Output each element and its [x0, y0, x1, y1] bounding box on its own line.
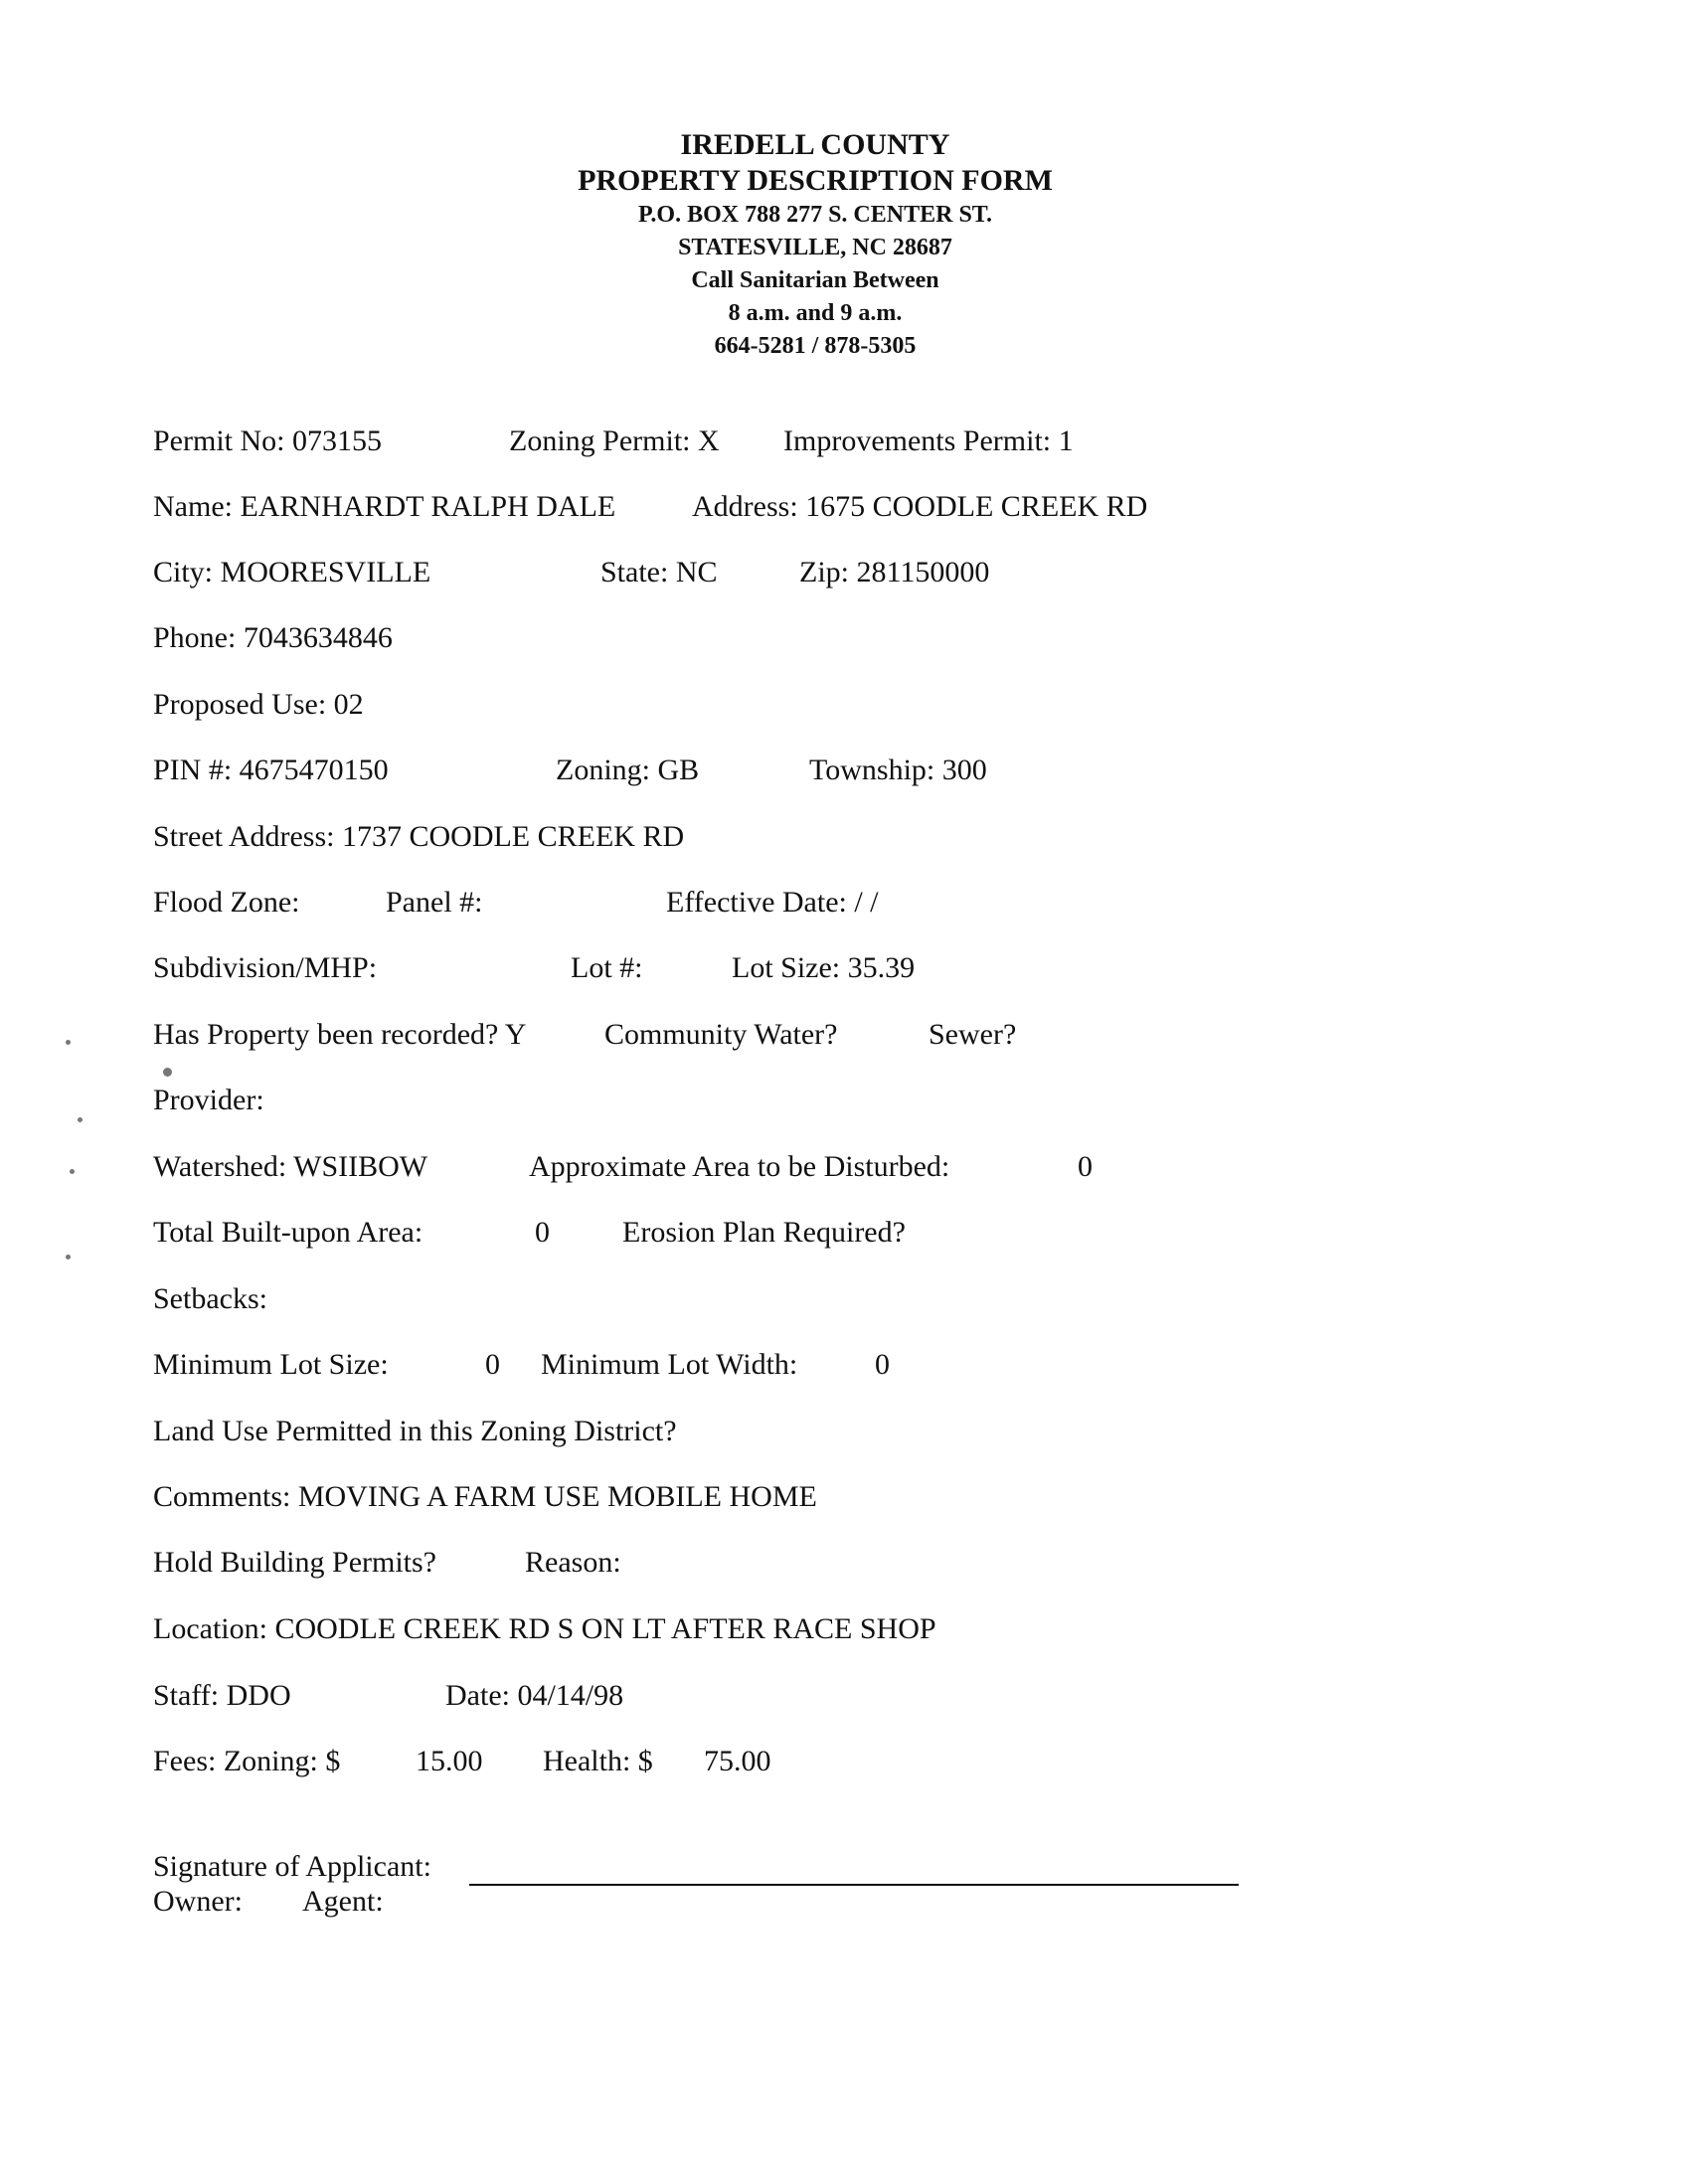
permit-no: Permit No: 073155 [153, 424, 382, 457]
signature-line [469, 1884, 1239, 1886]
watershed: Watershed: WSIIBOW [153, 1150, 428, 1183]
area-disturbed-value: 0 [1078, 1150, 1093, 1183]
fees-health-label: Health: $ [543, 1745, 653, 1777]
office-phones: 664-5281 / 878-5305 [714, 333, 917, 359]
land-use-permitted: Land Use Permitted in this Zoning District? [153, 1415, 677, 1447]
signature-label: Signature of Applicant: [153, 1850, 431, 1883]
sewer: Sewer? [929, 1018, 1017, 1051]
scan-speck [78, 1117, 83, 1122]
min-lot-size-value: 0 [485, 1348, 500, 1381]
fees-health-value: 75.00 [704, 1745, 771, 1777]
reason: Reason: [525, 1546, 621, 1579]
fees-zoning-value: 15.00 [416, 1745, 483, 1777]
lot-size: Lot Size: 35.39 [732, 951, 916, 984]
built-upon-label: Total Built-upon Area: [153, 1216, 424, 1249]
phone: Phone: 7043634846 [153, 621, 393, 654]
office-address: P.O. BOX 788 277 S. CENTER ST. [637, 202, 993, 228]
provider: Provider: [153, 1084, 264, 1116]
state: State: NC [600, 556, 718, 588]
panel-no: Panel #: [386, 886, 483, 919]
property-recorded: Has Property been recorded? Y [153, 1018, 527, 1051]
comments: Comments: MOVING A FARM USE MOBILE HOME [153, 1480, 817, 1513]
scan-speck [163, 1068, 172, 1077]
form-header [0, 127, 1630, 363]
applicant-address: Address: 1675 COODLE CREEK RD [692, 490, 1148, 523]
proposed-use: Proposed Use: 02 [153, 688, 364, 721]
subdivision: Subdivision/MHP: [153, 951, 378, 984]
staff: Staff: DDO [153, 1679, 291, 1712]
min-lot-size-label: Minimum Lot Size: [153, 1348, 389, 1381]
flood-zone: Flood Zone: [153, 886, 300, 919]
city: City: MOORESVILLE [153, 556, 431, 588]
location: Location: COODLE CREEK RD S ON LT AFTER RACE SHOP [153, 1612, 936, 1645]
call-instruction: Call Sanitarian Between [691, 267, 939, 293]
scan-speck [70, 1169, 75, 1174]
date: Date: 04/14/98 [445, 1679, 624, 1712]
min-lot-width-value: 0 [875, 1348, 890, 1381]
lot-no: Lot #: [571, 951, 643, 984]
street-address: Street Address: 1737 COODLE CREEK RD [153, 820, 685, 853]
agent-label: Agent: [302, 1885, 384, 1918]
form-title: PROPERTY DESCRIPTION FORM [578, 164, 1053, 197]
setbacks: Setbacks: [153, 1282, 267, 1315]
applicant-name: Name: EARNHARDT RALPH DALE [153, 490, 616, 523]
hold-building-permits: Hold Building Permits? [153, 1546, 436, 1579]
scan-speck [66, 1040, 71, 1045]
county-title: IREDELL COUNTY [680, 128, 950, 161]
community-water: Community Water? [604, 1018, 838, 1051]
built-upon-value: 0 [535, 1216, 550, 1249]
call-hours: 8 a.m. and 9 a.m. [728, 300, 903, 326]
scan-speck [66, 1255, 71, 1260]
fees-zoning-label: Fees: Zoning: $ [153, 1745, 341, 1777]
improvements-permit: Improvements Permit: 1 [783, 424, 1074, 457]
min-lot-width-label: Minimum Lot Width: [541, 1348, 798, 1381]
effective-date: Effective Date: / / [666, 886, 879, 919]
zip: Zip: 281150000 [799, 556, 990, 588]
office-city: STATESVILLE, NC 28687 [678, 235, 952, 260]
erosion-plan: Erosion Plan Required? [622, 1216, 906, 1249]
township: Township: 300 [809, 754, 987, 786]
pin: PIN #: 4675470150 [153, 754, 389, 786]
area-disturbed-label: Approximate Area to be Disturbed: [529, 1150, 950, 1183]
zoning-permit: Zoning Permit: X [509, 424, 720, 457]
zoning: Zoning: GB [556, 754, 700, 786]
owner-label: Owner: [153, 1885, 243, 1918]
